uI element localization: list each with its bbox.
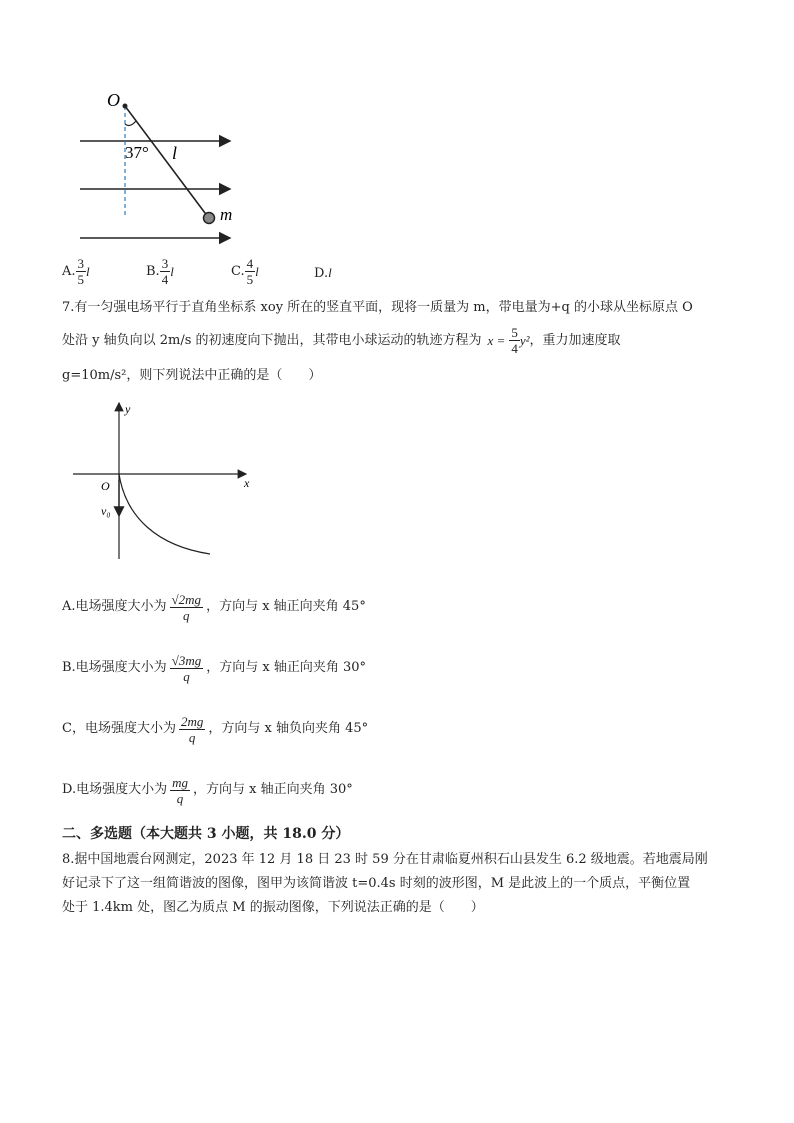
q6-option-c[interactable]: C. $\frac{4}{5}$ l xyxy=(231,256,259,287)
trajectory-curve xyxy=(119,474,210,554)
pendulum-figure xyxy=(70,86,250,251)
label-O: O xyxy=(101,479,110,493)
label-l: l xyxy=(172,143,178,163)
q6-option-b[interactable]: B. $\frac{3}{4}$ l xyxy=(146,256,174,287)
q8-line-2: 好记录下了这一组简谐波的图像，图甲为该简谐波 t=0.4s 时刻的波形图，M 是此波上的一个质点，平衡位置 xyxy=(62,876,691,891)
q7-option-a[interactable]: A.电场强度大小为 $\frac{√2mg}{q}$ ，方向与 x 轴正向夹角 45° xyxy=(62,591,366,623)
angle-arc xyxy=(125,121,136,125)
q6-option-d[interactable]: D. l xyxy=(314,265,332,281)
label-x: x xyxy=(244,476,250,490)
q7-option-d[interactable]: D.电场强度大小为 $\frac{mg}{q}$ ，方向与 x 轴正向夹角 30° xyxy=(62,774,353,806)
ball-m xyxy=(204,213,215,224)
q7-option-b[interactable]: B.电场强度大小为 $\frac{√3mg}{q}$ ，方向与 x 轴正向夹角 30° xyxy=(62,652,366,684)
label-m: m xyxy=(220,205,233,224)
label-angle: 37° xyxy=(125,143,149,162)
label-O: O xyxy=(107,90,120,110)
q7-line-2: 处沿 y 轴负向以 2m/s 的初速度向下抛出，其带电小球运动的轨迹方程为 x = $\frac{5}{4}$ y² ，重力加速度取 xyxy=(62,325,621,356)
q7-line-3: g=10m/s²，则下列说法中正确的是（ ） xyxy=(62,368,322,383)
q7-option-c[interactable]: C，电场强度大小为 $\frac{2mg}{q}$ ，方向与 x 轴负向夹角 45° xyxy=(62,713,369,745)
label-y: y xyxy=(125,402,131,416)
section-title: 二、多选题（本大题共 3 小题，共 18.0 分） xyxy=(62,826,350,842)
q8-line-3: 处于 1.4km 处，图乙为质点 M 的振动图像，下列说法正确的是（ ） xyxy=(62,900,484,915)
label-v0: v₀ xyxy=(101,504,111,518)
q6-options xyxy=(62,256,462,292)
trajectory-figure xyxy=(68,398,268,563)
q8-line-1: 8.据中国地震台网测定，2023 年 12 月 18 日 23 时 59 分在甘肃临夏州积石山县发生 6.2 级地震。若地震局刚 xyxy=(62,852,708,867)
q7-line-1: 7.有一匀强电场平行于直角坐标系 xoy 所在的竖直平面，现将一质量为 m，带电量为+q 的小球从坐标原点 O xyxy=(62,300,693,315)
pivot-point xyxy=(123,104,128,109)
q6-option-a[interactable]: A. $\frac{3}{5}$ l xyxy=(62,256,90,287)
